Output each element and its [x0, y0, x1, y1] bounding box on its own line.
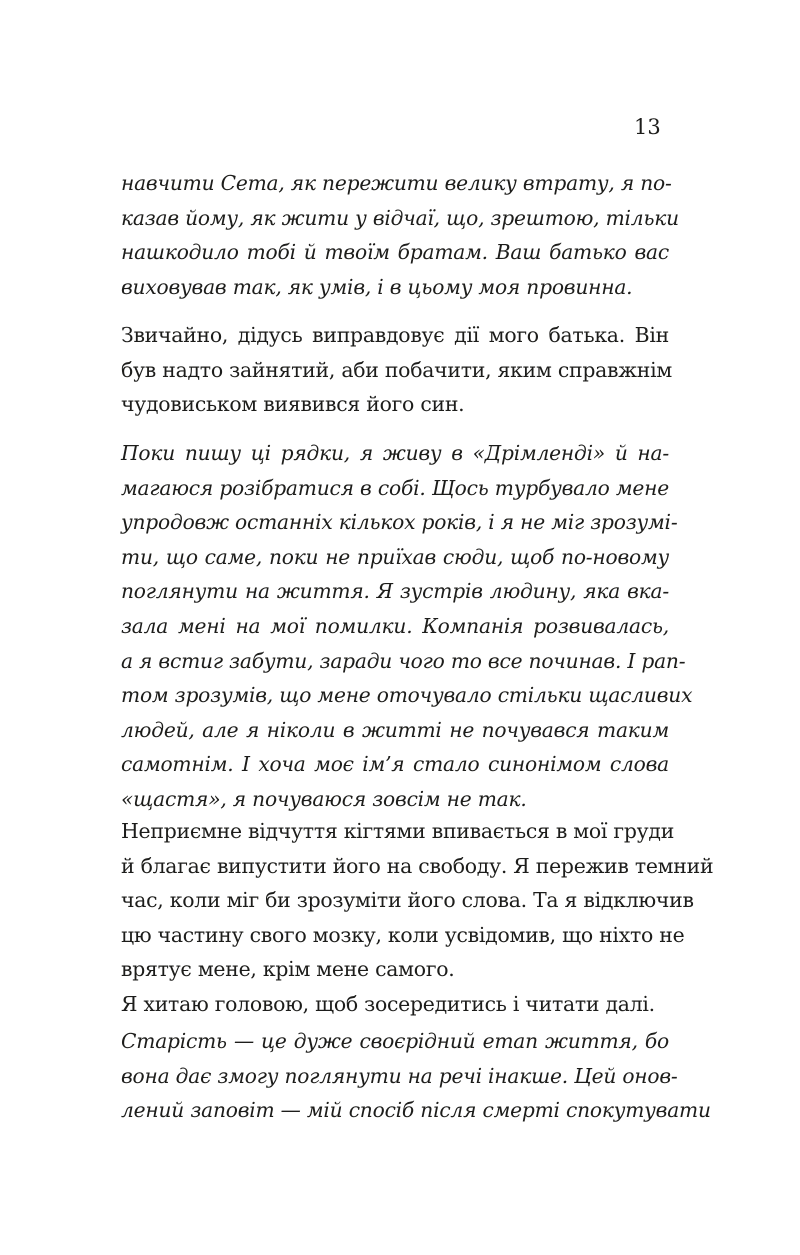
text-line: ти, що саме, поки не приїхав сюди, щоб по-новому — [121, 544, 669, 569]
text-line: був надто зайнятий, аби побачити, яким справжнім — [121, 357, 673, 382]
text-line: Неприємне відчуття кігтями впивається в мої груди — [121, 819, 675, 843]
text-line: том зрозумів, що мене оточувало стільки щасливих — [121, 683, 693, 708]
text-line: навчити Сета, як пережити велику втрату, я по- — [121, 171, 672, 195]
text-line: чудовиськом виявився його син. — [121, 392, 465, 417]
narrative-paragraph-1 — [121, 318, 673, 422]
text-line: а я встиг забути, заради чого то все починав. І рап- — [121, 648, 686, 673]
text-line: й благає випустити його на свободу. Я пережив темний — [121, 853, 714, 878]
text-line: виховував так, як умів, і в цьому моя провинна. — [121, 274, 633, 299]
text-line: час, коли міг би зрозуміти його слова. Та я відключив — [121, 888, 694, 913]
text-line: вона дає змогу поглянути на речі інакше. Цей онов- — [121, 1063, 678, 1088]
text-line: людей, але я ніколи в житті не почувався таким — [121, 717, 669, 742]
text-line: самотнім. І хоча моє ім’я стало синонімом слова — [121, 752, 669, 777]
text-line: Звичайно, дідусь виправдовує дії мого батька. Він — [121, 323, 669, 347]
text-line: лений заповіт — мій спосіб після смерті спокутувати — [121, 1098, 711, 1123]
text-line: Поки пишу ці рядки, я живу в «Дрімленді» й на- — [121, 441, 669, 465]
text-line: казав йому, як жити у відчаї, що, зрештою, тільки — [121, 205, 679, 230]
text-line: магаюся розібратися в собі. Щось турбувало мене — [121, 475, 669, 500]
quoted-letter-paragraph-3 — [121, 1024, 711, 1128]
page-number: 13 — [634, 115, 661, 139]
quoted-letter-paragraph-2 — [121, 436, 693, 817]
text-line: упродовж останніх кількох років, і я не міг зрозумі- — [121, 510, 678, 535]
text-line: зала мені на мої помилки. Компанія розвивалась, — [121, 613, 669, 638]
text-line: «щастя», я почуваюся зовсім не так. — [121, 786, 527, 811]
text-line: цю частину свого мозку, коли усвідомив, що ніхто не — [121, 922, 685, 947]
text-line: Я хитаю головою, щоб зосередитись і читати далі. — [121, 991, 655, 1016]
narrative-paragraph-2 — [121, 814, 714, 1022]
text-line: Старість — це дуже своєрідний етап життя, бо — [121, 1029, 669, 1053]
text-line: врятує мене, крім мене самого. — [121, 957, 455, 982]
text-line: поглянути на життя. Я зустрів людину, яка вка- — [121, 579, 669, 604]
text-line: нашкодило тобі й твоїм братам. Ваш батько вас — [121, 240, 669, 265]
quoted-letter-paragraph-1 — [121, 166, 679, 304]
